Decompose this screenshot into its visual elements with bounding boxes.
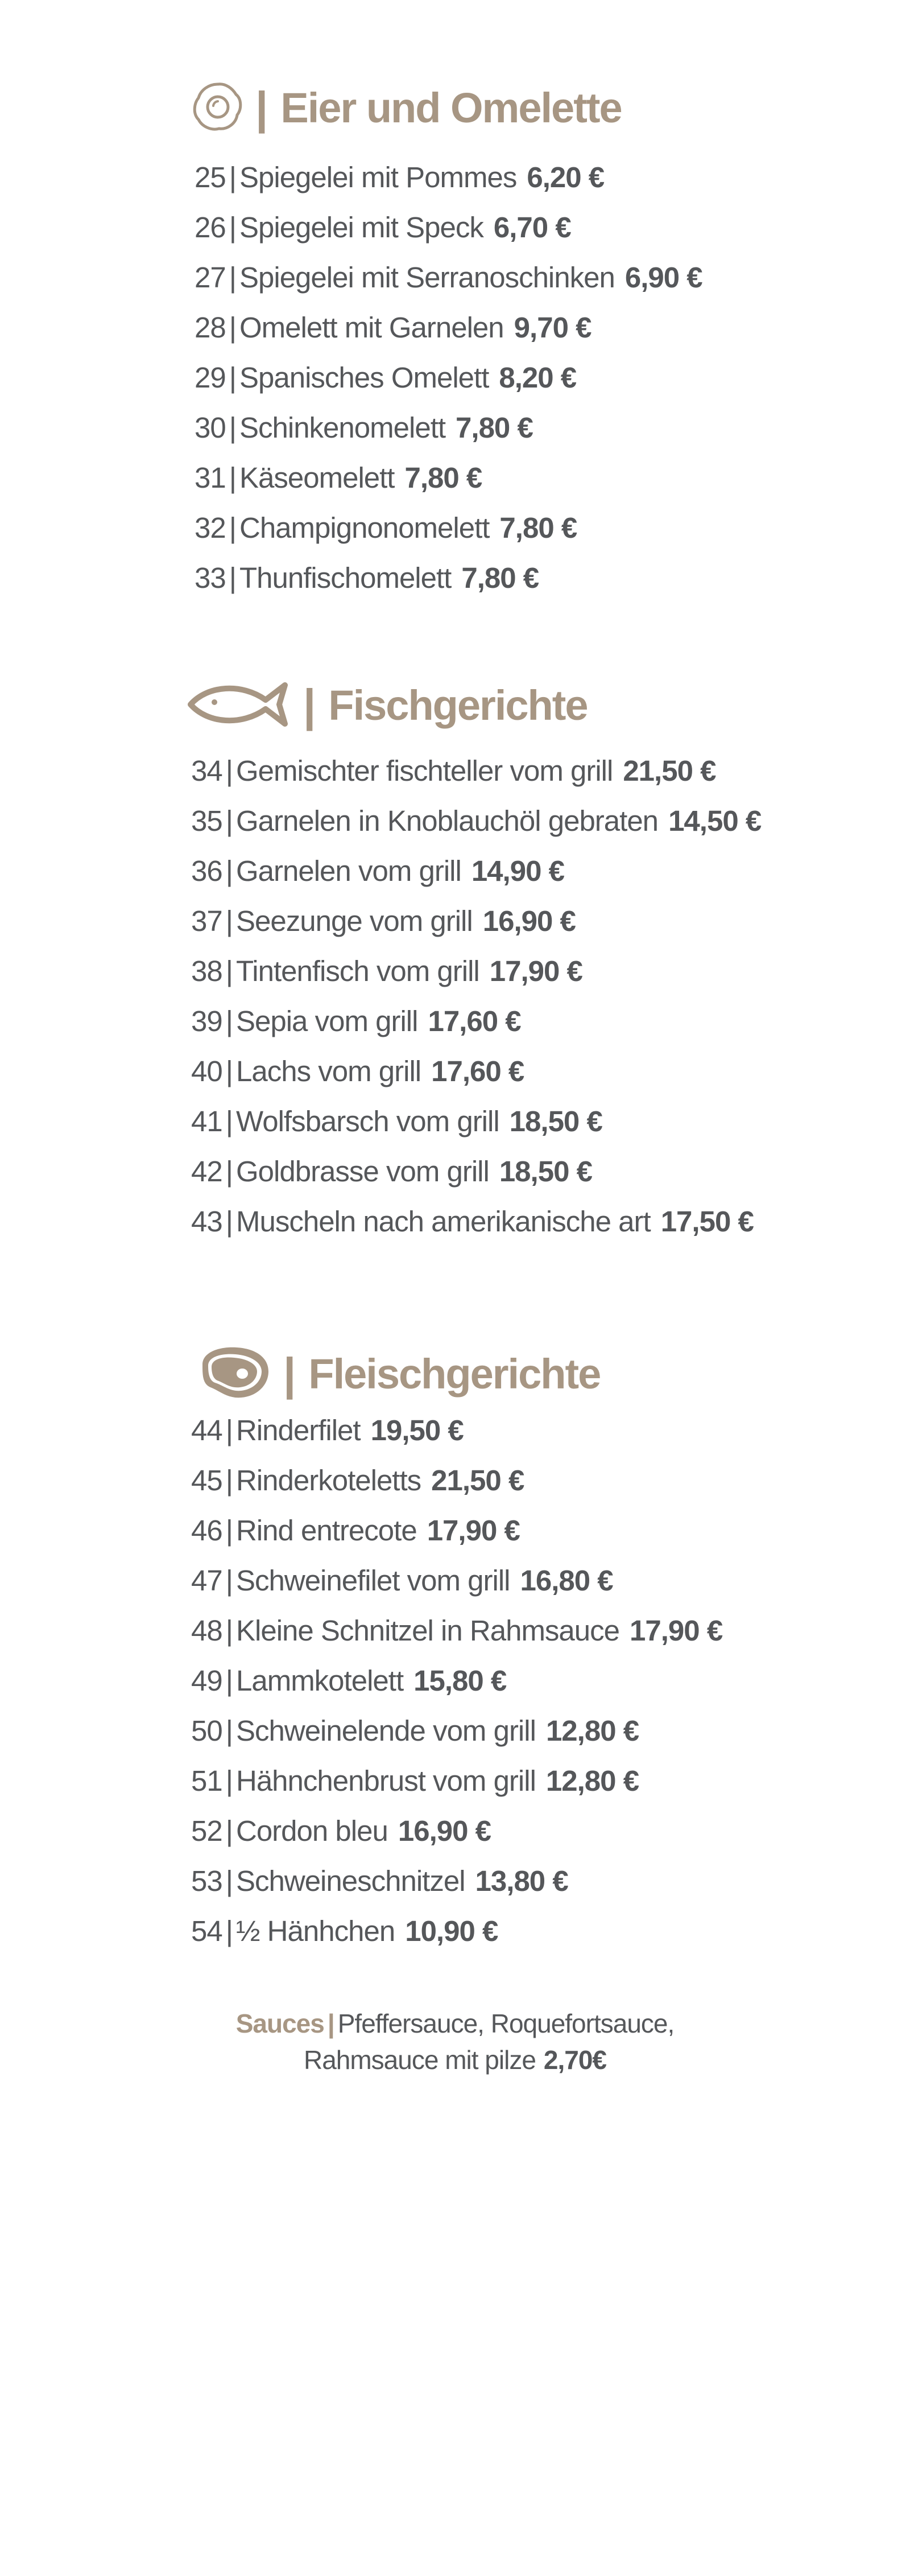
menu-item: 39 | Sepia vom grill 17,60 €	[191, 1005, 521, 1037]
menu-item: 48 | Kleine Schnitzel in Rahmsauce 17,90 €	[191, 1614, 723, 1647]
menu-item: 54 | ½ Hänhchen 10,90 €	[191, 1915, 498, 1947]
fish-icon	[185, 677, 293, 735]
menu-item: 36 | Garnelen vom grill 14,90 €	[191, 855, 564, 887]
menu-item: 46 | Rind entrecote 17,90 €	[191, 1514, 520, 1547]
sauces-line-1: Sauces | Pfeffersauce, Roquefortsauce,	[235, 2009, 675, 2038]
section-header-eier	[191, 74, 622, 142]
menu-item: 26 | Spiegelei mit Speck 6,70 €	[195, 211, 571, 244]
menu-item: 37 | Seezunge vom grill 16,90 €	[191, 905, 576, 937]
menu-item: 51 | Hähnchenbrust vom grill 12,80 €	[191, 1765, 639, 1797]
section-header-fisch	[185, 671, 588, 740]
menu-item: 47 | Schweinefilet vom grill 16,80 €	[191, 1564, 613, 1597]
sauces-text-2: Rahmsauce mit pilze	[303, 2045, 536, 2075]
steak-icon	[193, 1342, 273, 1407]
menu-item: 29 | Spanisches Omelett 8,20 €	[195, 361, 577, 394]
menu-item: 35 | Garnelen in Knoblauchöl gebraten 14,50 €	[191, 805, 762, 837]
header-divider: |	[303, 680, 316, 731]
sauces-line-2	[0, 2042, 910, 2078]
menu-item: 42 | Goldbrasse vom grill 18,50 €	[191, 1155, 592, 1188]
menu-item: 30 | Schinkenomelett 7,80 €	[195, 411, 533, 444]
menu-item: 25 | Spiegelei mit Pommes 6,20 €	[195, 161, 605, 193]
menu-item: 31 | Käseomelett 7,80 €	[195, 461, 482, 494]
section-title: Fleischgerichte	[308, 1350, 601, 1398]
sauces-note	[0, 2005, 910, 2078]
menu-item: 28 | Omelett mit Garnelen 9,70 €	[195, 311, 592, 344]
fried-egg-icon	[191, 80, 245, 137]
sauces-label: Sauces	[235, 2009, 324, 2038]
section-header-fleisch	[193, 1340, 600, 1408]
section-title: Eier und Omelette	[280, 84, 622, 131]
menu-item: 33 | Thunfischomelett 7,80 €	[195, 562, 539, 594]
header-divider: |	[255, 83, 268, 133]
menu-item: 32 | Champignonomelett 7,80 €	[195, 512, 577, 544]
section-title: Fischgerichte	[328, 682, 588, 729]
menu-item: 50 | Schweinelende vom grill 12,80 €	[191, 1714, 639, 1747]
menu-item: 40 | Lachs vom grill 17,60 €	[191, 1055, 524, 1087]
menu-item: 41 | Wolfsbarsch vom grill 18,50 €	[191, 1105, 602, 1137]
menu-item: 45 | Rinderkoteletts 21,50 €	[191, 1464, 524, 1497]
menu-item: 38 | Tintenfisch vom grill 17,90 €	[191, 955, 582, 987]
menu-item: 44 | Rinderfilet 19,50 €	[191, 1414, 464, 1446]
menu-item: 43 | Muscheln nach amerikanische art 17,50 €	[191, 1205, 754, 1238]
menu-item: 34 | Gemischter fischteller vom grill 21,50 €	[191, 755, 716, 787]
sauces-text-1: Pfeffersauce, Roquefortsauce,	[337, 2009, 675, 2038]
menu-item: 52 | Cordon bleu 16,90 €	[191, 1815, 491, 1847]
menu-item: 53 | Schweineschnitzel 13,80 €	[191, 1865, 568, 1897]
menu-item: 49 | Lammkotelett 15,80 €	[191, 1664, 507, 1697]
sauces-price: 2,70€	[543, 2045, 607, 2075]
menu-item: 27 | Spiegelei mit Serranoschinken 6,90 €	[195, 261, 702, 294]
header-divider: |	[283, 1349, 296, 1399]
